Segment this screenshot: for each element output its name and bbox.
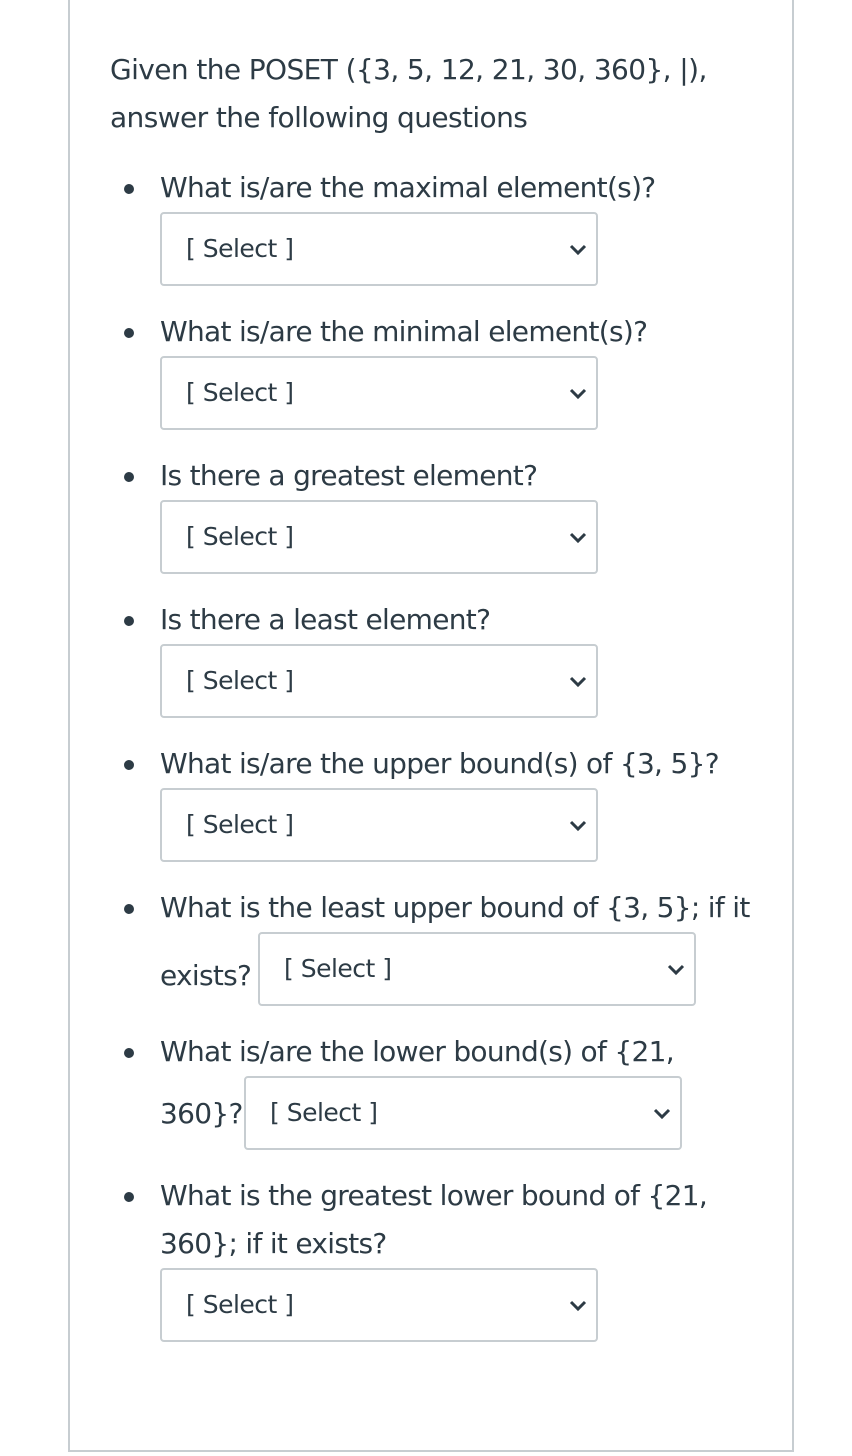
- answer-select[interactable]: [244, 1076, 682, 1150]
- question-text: What is/are the maximal element(s)?: [160, 171, 656, 204]
- chevron-down-icon: [568, 1298, 588, 1314]
- select-value: [ Select ]: [186, 1290, 294, 1319]
- question-text-line-1: What is the greatest lower bound of {21,: [160, 1179, 708, 1212]
- question-intro: [110, 46, 750, 142]
- intro-line-2: answer the following questions: [110, 101, 528, 134]
- chevron-down-icon: [568, 386, 588, 402]
- select-value: [ Select ]: [284, 954, 392, 983]
- bullet: [124, 328, 134, 338]
- intro-line-1: Given the POSET ({3, 5, 12, 21, 30, 360}, |),: [110, 53, 707, 86]
- select-value: [ Select ]: [186, 522, 294, 551]
- bullet: [124, 184, 134, 194]
- bullet: [124, 1048, 134, 1058]
- bullet: [124, 904, 134, 914]
- question-text: What is/are the upper bound(s) of {3, 5}?: [160, 747, 719, 780]
- select-value: [ Select ]: [270, 1098, 378, 1127]
- answer-select[interactable]: [160, 356, 598, 430]
- question-text-line-2: 360}?: [160, 1097, 243, 1130]
- answer-select[interactable]: [160, 788, 598, 862]
- bullet: [124, 472, 134, 482]
- question-text-line-2: 360}; if it exists?: [160, 1227, 387, 1260]
- select-value: [ Select ]: [186, 810, 294, 839]
- chevron-down-icon: [568, 818, 588, 834]
- question-text: Is there a least element?: [160, 603, 491, 636]
- bullet: [124, 760, 134, 770]
- answer-select[interactable]: [160, 500, 598, 574]
- chevron-down-icon: [652, 1106, 672, 1122]
- select-value: [ Select ]: [186, 234, 294, 263]
- chevron-down-icon: [666, 962, 686, 978]
- chevron-down-icon: [568, 530, 588, 546]
- answer-select[interactable]: [160, 644, 598, 718]
- question-text-line-1: What is/are the lower bound(s) of {21,: [160, 1035, 674, 1068]
- question-text: What is/are the minimal element(s)?: [160, 315, 648, 348]
- answer-select[interactable]: [258, 932, 696, 1006]
- answer-select[interactable]: [160, 1268, 598, 1342]
- bullet: [124, 616, 134, 626]
- question-text-line-2: exists?: [160, 959, 252, 992]
- select-value: [ Select ]: [186, 666, 294, 695]
- bullet: [124, 1192, 134, 1202]
- answer-select[interactable]: [160, 212, 598, 286]
- chevron-down-icon: [568, 242, 588, 258]
- question-text: Is there a greatest element?: [160, 459, 538, 492]
- chevron-down-icon: [568, 674, 588, 690]
- question-text-line-1: What is the least upper bound of {3, 5}; if it: [160, 891, 750, 924]
- select-value: [ Select ]: [186, 378, 294, 407]
